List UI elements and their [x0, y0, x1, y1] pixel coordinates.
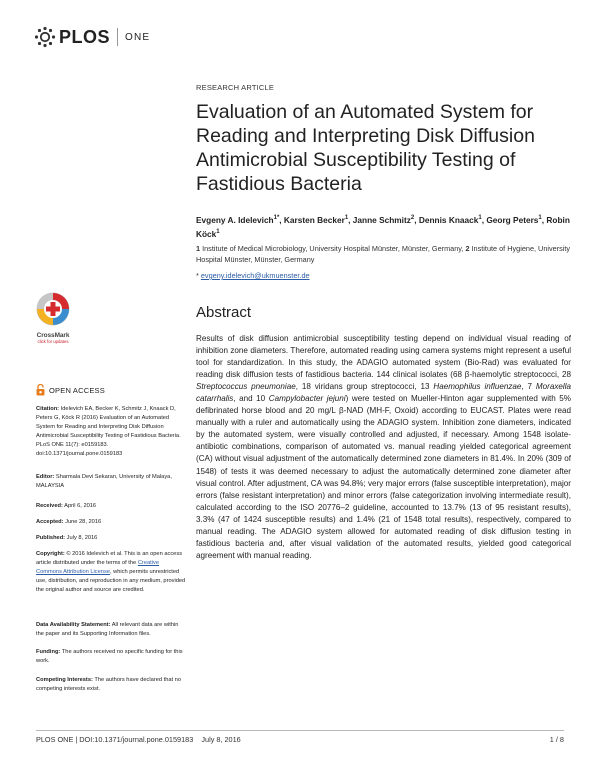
crossmark-icon	[36, 292, 70, 326]
copyright-block: Copyright: © 2016 Idelevich et al. This is an open access article distributed under the terms of the Creative Commons Attribution License, which permits unrestricted use, distribution, and reproduction in any medium, provided the original author and source are credited.	[36, 551, 186, 594]
page-number: 1 / 8	[549, 735, 564, 744]
funding-block: Funding: The authors received no specific funding for this work.	[36, 649, 183, 665]
accepted-date: Accepted: June 28, 2016	[36, 519, 102, 525]
author-list: Evgeny A. Idelevich$^{1*}$, Karsten Becker$^1$, Janne Schmitz$^2$, Dennis Knaack$^1$, Georg Peters$^1$, Robin Köck$^1$	[196, 214, 570, 239]
editor-block: Editor: Sharmala Devi Sekaran, University of Malaya, MALAYSIA	[36, 474, 172, 490]
open-access-badge	[36, 384, 105, 396]
logo-divider	[117, 28, 118, 46]
author[interactable]: Robin Köck$^1$	[196, 214, 570, 239]
author[interactable]: Dennis Knaack$^1$	[418, 214, 482, 225]
affiliations: 1 Institute of Medical Microbiology, University Hospital Münster, Münster, Germany, 2 Institute of Hygiene, University Hospital Münster, Münster, Germany	[196, 244, 571, 264]
received-date: Received: April 6, 2016	[36, 503, 97, 509]
plos-logo[interactable]	[34, 26, 150, 48]
author[interactable]: Janne Schmitz$^2$	[352, 214, 415, 225]
data-availability-block: Data Availability Statement: All relevant data are within the paper and its Supporting Information files.	[36, 622, 179, 638]
author[interactable]: Evgeny A. Idelevich$^{1*}$	[196, 214, 280, 225]
plos-dots-icon	[34, 26, 56, 48]
email-link[interactable]: evgeny.idelevich@ukmuenster.de	[200, 271, 310, 280]
article-type: RESEARCH ARTICLE	[196, 83, 275, 92]
crossmark-sublabel: click for updates	[37, 339, 69, 344]
corresponding-email: * evgeny.idelevich@ukmuenster.de	[196, 271, 310, 280]
brand-name: PLOS	[59, 26, 111, 47]
author[interactable]: Karsten Becker$^1$	[283, 214, 349, 225]
crossmark-badge[interactable]	[32, 292, 74, 344]
published-date: Published: July 8, 2016	[36, 535, 98, 541]
article-title: Evaluation of an Automated System for Reading and Interpreting Disk Diffusion Antimicrobial Susceptibility Testing of Fastidious Bacteria	[196, 101, 535, 195]
competing-interests-block: Competing Interests: The authors have declared that no competing interests exist.	[36, 677, 182, 693]
footer-divider	[36, 730, 564, 731]
citation-block: Citation: Idelevich EA, Becker K, Schmitz J, Knaack D, Peters G, Köck R (2016) Evaluation of an Automated System for Reading and Interpreting Disk Diffusion Antimicrobial Susceptibility Testing of Fastidious Bacteria. PLoS ONE 11(7): e0159183. doi:10.1371/journal.pone.0159183	[36, 406, 181, 458]
open-lock-icon	[36, 384, 45, 396]
open-access-label: OPEN ACCESS	[49, 385, 105, 395]
abstract-text: Results of disk diffusion antimicrobial susceptibility testing depend on individual visual reading of inhibition zone diameters. Therefore, automated reading using camera systems might represent a useful tool for standardization. In this study, the ADAGIO automated system (Bio-Rad) was evaluated for reading disk diffusion tests of fastidious bacteria. 144 clinical isolates (68 β-haemolytic streptococci, 28 Streptococcus pneumoniae, 18 viridans group streptococci, 13 Haemophilus influenzae, 7 Moraxella catarrhalis, and 10 Campylobacter jejuni) were tested on Mueller-Hinton agar supplemented with 5% defibrinated horse blood and 20 mg/L β-NAD (MH-F, Oxoid) according to EUCAST. Plates were read manually with a ruler and automatically using the ADAGIO system. Inhibition zone diameters, indicated by the automated system, were visually controlled and adjusted, if necessary. Among 1548 isolate-antibiotic combinations, comparison of automated vs. manual reading yielded categorical agreement (CA) without visual adjustment of the automatically determined zone diameters in 81.4%. In 20% (309 of 1548) of tests it was deemed necessary to adjust the automatically determined zone diameter after visual control. After adjustment, CA was 94.8%; very major errors (false susceptible interpretation), major errors (false resistant interpretation) and minor errors (false categorization involving intermediate result), calculated according to the ISO 20776–2 guideline, accounted to 13.7% (13 of 95 resistant results), 3.3% (47 of 1424 susceptible results) and 1.4% (21 of 1548 total results), respectively, compared to manual reading. The ADAGIO system allowed for automated reading of disk diffusion testing in fastidious bacteria and, after visual validation of the automated results, yielded good categorical agreement with manual reading.	[196, 334, 571, 560]
license-link[interactable]: Creative Commons Attribution License	[36, 560, 159, 576]
crossmark-label: CrossMark	[36, 332, 70, 339]
journal-name: ONE	[125, 31, 151, 43]
author[interactable]: Georg Peters$^1$	[486, 214, 542, 225]
abstract-heading: Abstract	[196, 304, 252, 321]
footer-citation: PLOS ONE | DOI:10.1371/journal.pone.0159183 July 8, 2016	[36, 735, 241, 744]
